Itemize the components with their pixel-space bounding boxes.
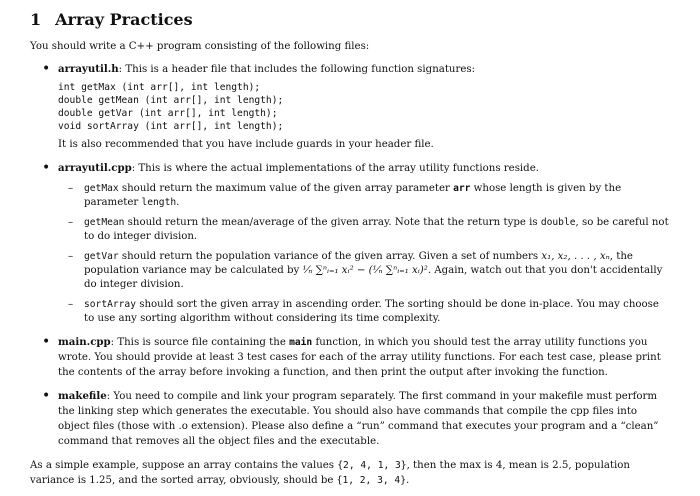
code-block — [58, 81, 670, 133]
file-name: arrayutil.h — [58, 63, 119, 75]
function-item-getmax — [58, 182, 670, 210]
inline-code: main — [289, 337, 313, 348]
file-name: main.cpp — [58, 336, 111, 348]
example-paragraph — [30, 458, 670, 488]
function-item-getvar — [58, 250, 670, 292]
function-item-sortarray — [58, 298, 670, 326]
inline-code: {2, 4, 1, 3} — [337, 460, 407, 471]
intro-paragraph: You should write a C++ program consisting of the following files: — [30, 41, 370, 52]
file-description: : This is a header file that includes the following function signatures: — [118, 64, 476, 75]
variance-formula: ¹⁄ₙ ∑ⁿᵢ₌₁ xᵢ² − (¹⁄ₙ ∑ⁿᵢ₌₁ xᵢ)² — [302, 265, 428, 276]
function-name: getMax — [84, 183, 119, 194]
function-text: should return the mean/average of the given array. Note that the return type is — [124, 217, 541, 228]
function-text: . — [176, 197, 180, 208]
function-name: getMean — [84, 217, 125, 228]
function-text: whose length is given by the parameter — [84, 183, 622, 208]
inline-code: {1, 2, 3, 4} — [336, 475, 406, 486]
code-line: int getMax (int arr[], int length); — [58, 82, 261, 93]
file-name: arrayutil.cpp — [58, 162, 132, 174]
inline-code: double — [540, 217, 576, 228]
list-item-arrayutil-cpp — [30, 161, 670, 326]
function-text: should return the population variance of the given array. Given a set of numbers — [118, 251, 542, 262]
section-number: 1 — [30, 10, 42, 29]
example-text: . — [405, 475, 410, 486]
inline-code: length — [141, 197, 177, 208]
section-heading — [30, 10, 670, 29]
function-name: sortArray — [84, 299, 136, 310]
function-text: should return the maximum value of the given array parameter — [118, 183, 454, 194]
function-text: , so be careful not to do integer division. — [84, 217, 669, 242]
list-item-arrayutil-h — [30, 62, 670, 152]
code-line: double getVar (int arr[], int length); — [58, 108, 278, 119]
function-list — [58, 182, 670, 326]
math-expression: x₁, x₂, . . . , xₙ — [541, 251, 610, 262]
example-text: , then the max is 4, mean is 2.5, population variance is 1.25, and the sorted array, obviously, should be — [30, 460, 630, 486]
include-guard-note: It is also recommended that you have include guards in your header file. — [58, 139, 434, 150]
list-item-makefile — [30, 389, 670, 449]
inline-code: arr — [453, 183, 471, 194]
code-line: double getMean (int arr[], int length); — [58, 95, 284, 106]
function-text: , the population variance may be calculated by — [84, 251, 633, 276]
file-name: makefile — [58, 390, 107, 402]
section-title: Array Practices — [55, 10, 193, 29]
code-line: void sortArray (int arr[], int length); — [58, 121, 284, 132]
file-list — [30, 62, 670, 449]
file-description: : This is where the actual implementations of the array utility functions reside. — [131, 163, 539, 174]
file-description: : You need to compile and link your program separately. The first command in your makefile must perform the linking step which generates the executable. You should also have commands that compile the cpp files into object files (those with .o extension). Please also define a “run” command that executes your program and a “clean” command that removes all the object files and the executable. — [58, 391, 659, 447]
file-description: : This is source file containing the — [110, 337, 290, 348]
example-text: As a simple example, suppose an array contains the values — [30, 460, 338, 471]
list-item-main-cpp — [30, 335, 670, 380]
function-text: . Again, watch out that you don't accidentally do integer division. — [84, 265, 663, 290]
function-text: should sort the given array in ascending order. The sorting should be done in-place. You may choose to use any sorting algorithm without considering its time complexity. — [84, 299, 659, 324]
function-name: getVar — [84, 251, 119, 262]
file-description: function, in which you should test the array utility functions you wrote. You should provide at least 3 test cases for each of the array utility functions. For each test case, please print the contents of the array before invoking a function, and then print the output after invoking the function. — [58, 337, 661, 378]
function-item-getmean — [58, 216, 670, 244]
